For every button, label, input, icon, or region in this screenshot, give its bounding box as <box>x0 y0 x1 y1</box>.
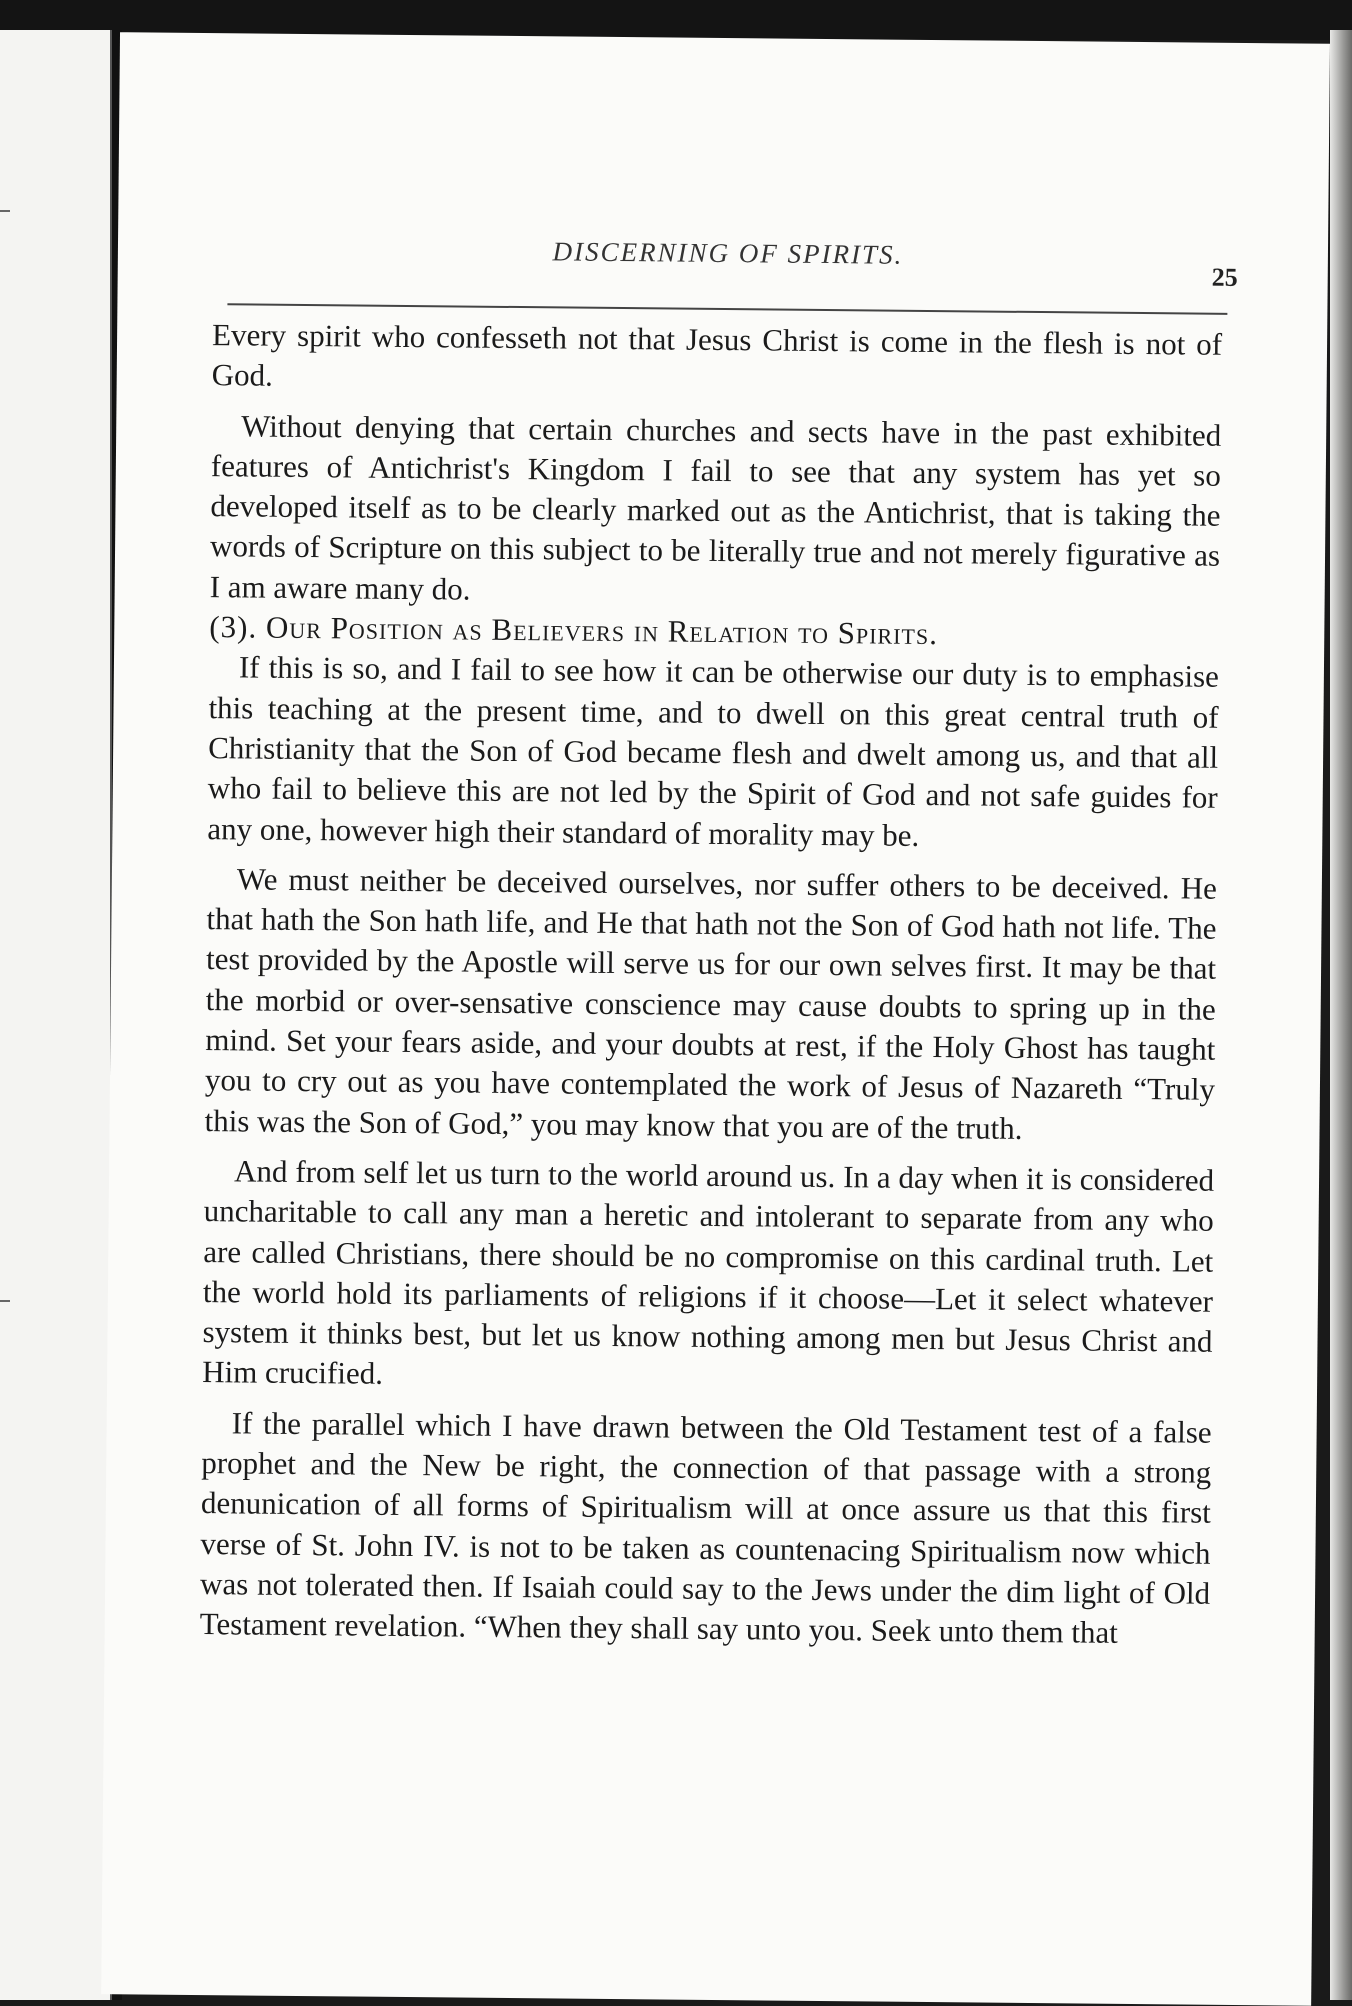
running-title: DISCERNING OF SPIRITS. <box>552 236 904 270</box>
page-edge-shadow <box>1330 30 1352 2000</box>
facing-page-edge <box>0 30 112 2000</box>
paragraph: If this is so, and I fail to see how it can be otherwise our duty is to emphasise this teaching at the present time, and to dwell on this great central truth of Christianity that the Son of God became flesh and dwelt among us, and that all who fail to believe this are not led by the Spirit of God and not safe guides for any one, however high their standard of morality may be. <box>207 649 1220 853</box>
paragraph: If the parallel which I have drawn between the Old Testament test of a false prophet and the New be right, the connection of that passage with a strong denunication of all forms of Spiritualism will at once assure us that this first verse of St. John IV. is not to be taken as countenacing Spiritualism now which was not tolerated then. If Isaiah could say to the Jews under the dim light of Old Testament revelation. “When they shall say unto you. Seek unto them that <box>199 1405 1212 1651</box>
running-head <box>228 233 1238 303</box>
paragraph: Every spirit who confesseth not that Jesus Christ is come in the flesh is not of God. <box>211 317 1223 393</box>
paragraph: And from self let us turn to the world around us. In a day when it is considered uncharitable to call any man a heretic and intolerant to separate from any who are called Christians, there should be no compromise on this cardinal truth. Let the world hold its parliaments of religions if it choose—Let it select whatever system it thinks best, but let us know nothing among men but Jesus Christ and Him crucified. <box>202 1153 1215 1392</box>
body-text <box>200 315 1223 1654</box>
book-page <box>101 32 1330 2006</box>
paragraph: Without denying that certain churches and sects have in the past exhibited features of Antichrist's Kingdom I fail to see that any system has yet so developed itself as to be clearly marked out as the Antichrist, that is taking the words of Scripture on this subject to be literally true and not merely figurative as I am aware many do. <box>209 407 1222 607</box>
header-rule <box>227 303 1227 315</box>
paragraph: We must neither be deceived ourselves, nor suffer others to be deceived. He that hath the Son hath life, and He that hath not the Son of God hath not life. The test provided by the Apostle will serve us for our own selves first. It may be that the morbid or over-sensative conscience may cause doubts to spring up in the mind. Set your fears aside, and your doubts at rest, if the Holy Ghost has taught you to cry out as you have contemplated the work of Jesus of Nazareth “Truly this was the Son of God,” you may know that you are of the truth. <box>204 861 1218 1146</box>
section-heading: (3). Our Position as Believers in Relation to Spirits. <box>209 609 939 652</box>
page-number: 25 <box>1211 262 1238 292</box>
